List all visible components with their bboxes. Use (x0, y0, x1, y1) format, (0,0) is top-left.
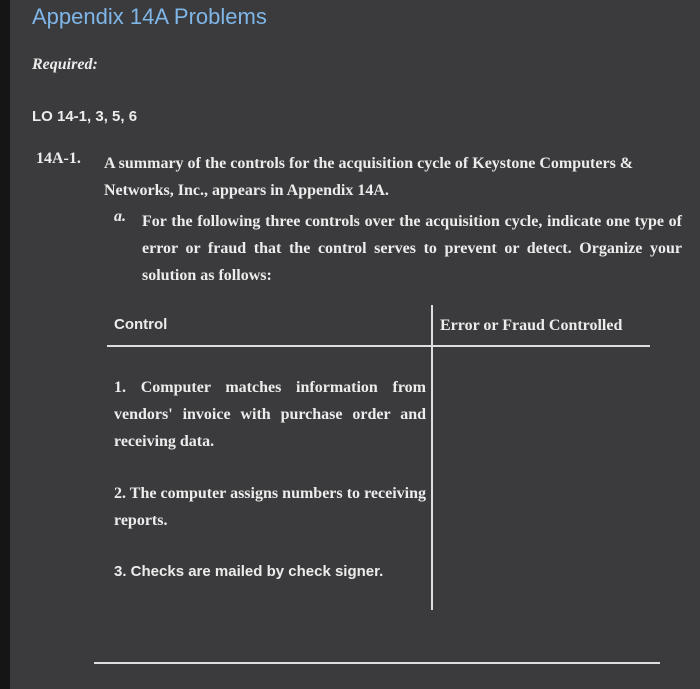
part-a-letter: a. (114, 208, 126, 225)
control-column-header: Control (114, 316, 168, 333)
part-a-text: For the following three controls over the acquisition cycle, indicate one type of error or fraud that the control serves to prevent or detect. Organize your solution as follows: (142, 213, 682, 284)
section-title: Appendix 14A Problems (32, 4, 267, 29)
control-item-2: 2. The computer assigns numbers to receiving reports. (114, 485, 426, 529)
learning-objectives: LO 14-1, 3, 5, 6 (32, 108, 138, 125)
problem-number: 14A-1. (36, 150, 81, 167)
required-label: Required: (32, 56, 98, 73)
error-column-header: Error or Fraud Controlled (440, 317, 623, 334)
control-item-3: 3. Checks are mailed by check signer. (114, 563, 384, 580)
control-item-1: 1. Computer matches information from vendors' invoice with purchase order and receiving data. (114, 379, 426, 450)
answer-line (94, 662, 660, 664)
table-column-divider (431, 305, 433, 610)
table-header-rule (107, 345, 650, 347)
problem-text: A summary of the controls for the acquisition cycle of Keystone Computers & Networks, Inc., appears in Appendix 14A. (104, 155, 634, 199)
textbook-page (10, 0, 700, 689)
